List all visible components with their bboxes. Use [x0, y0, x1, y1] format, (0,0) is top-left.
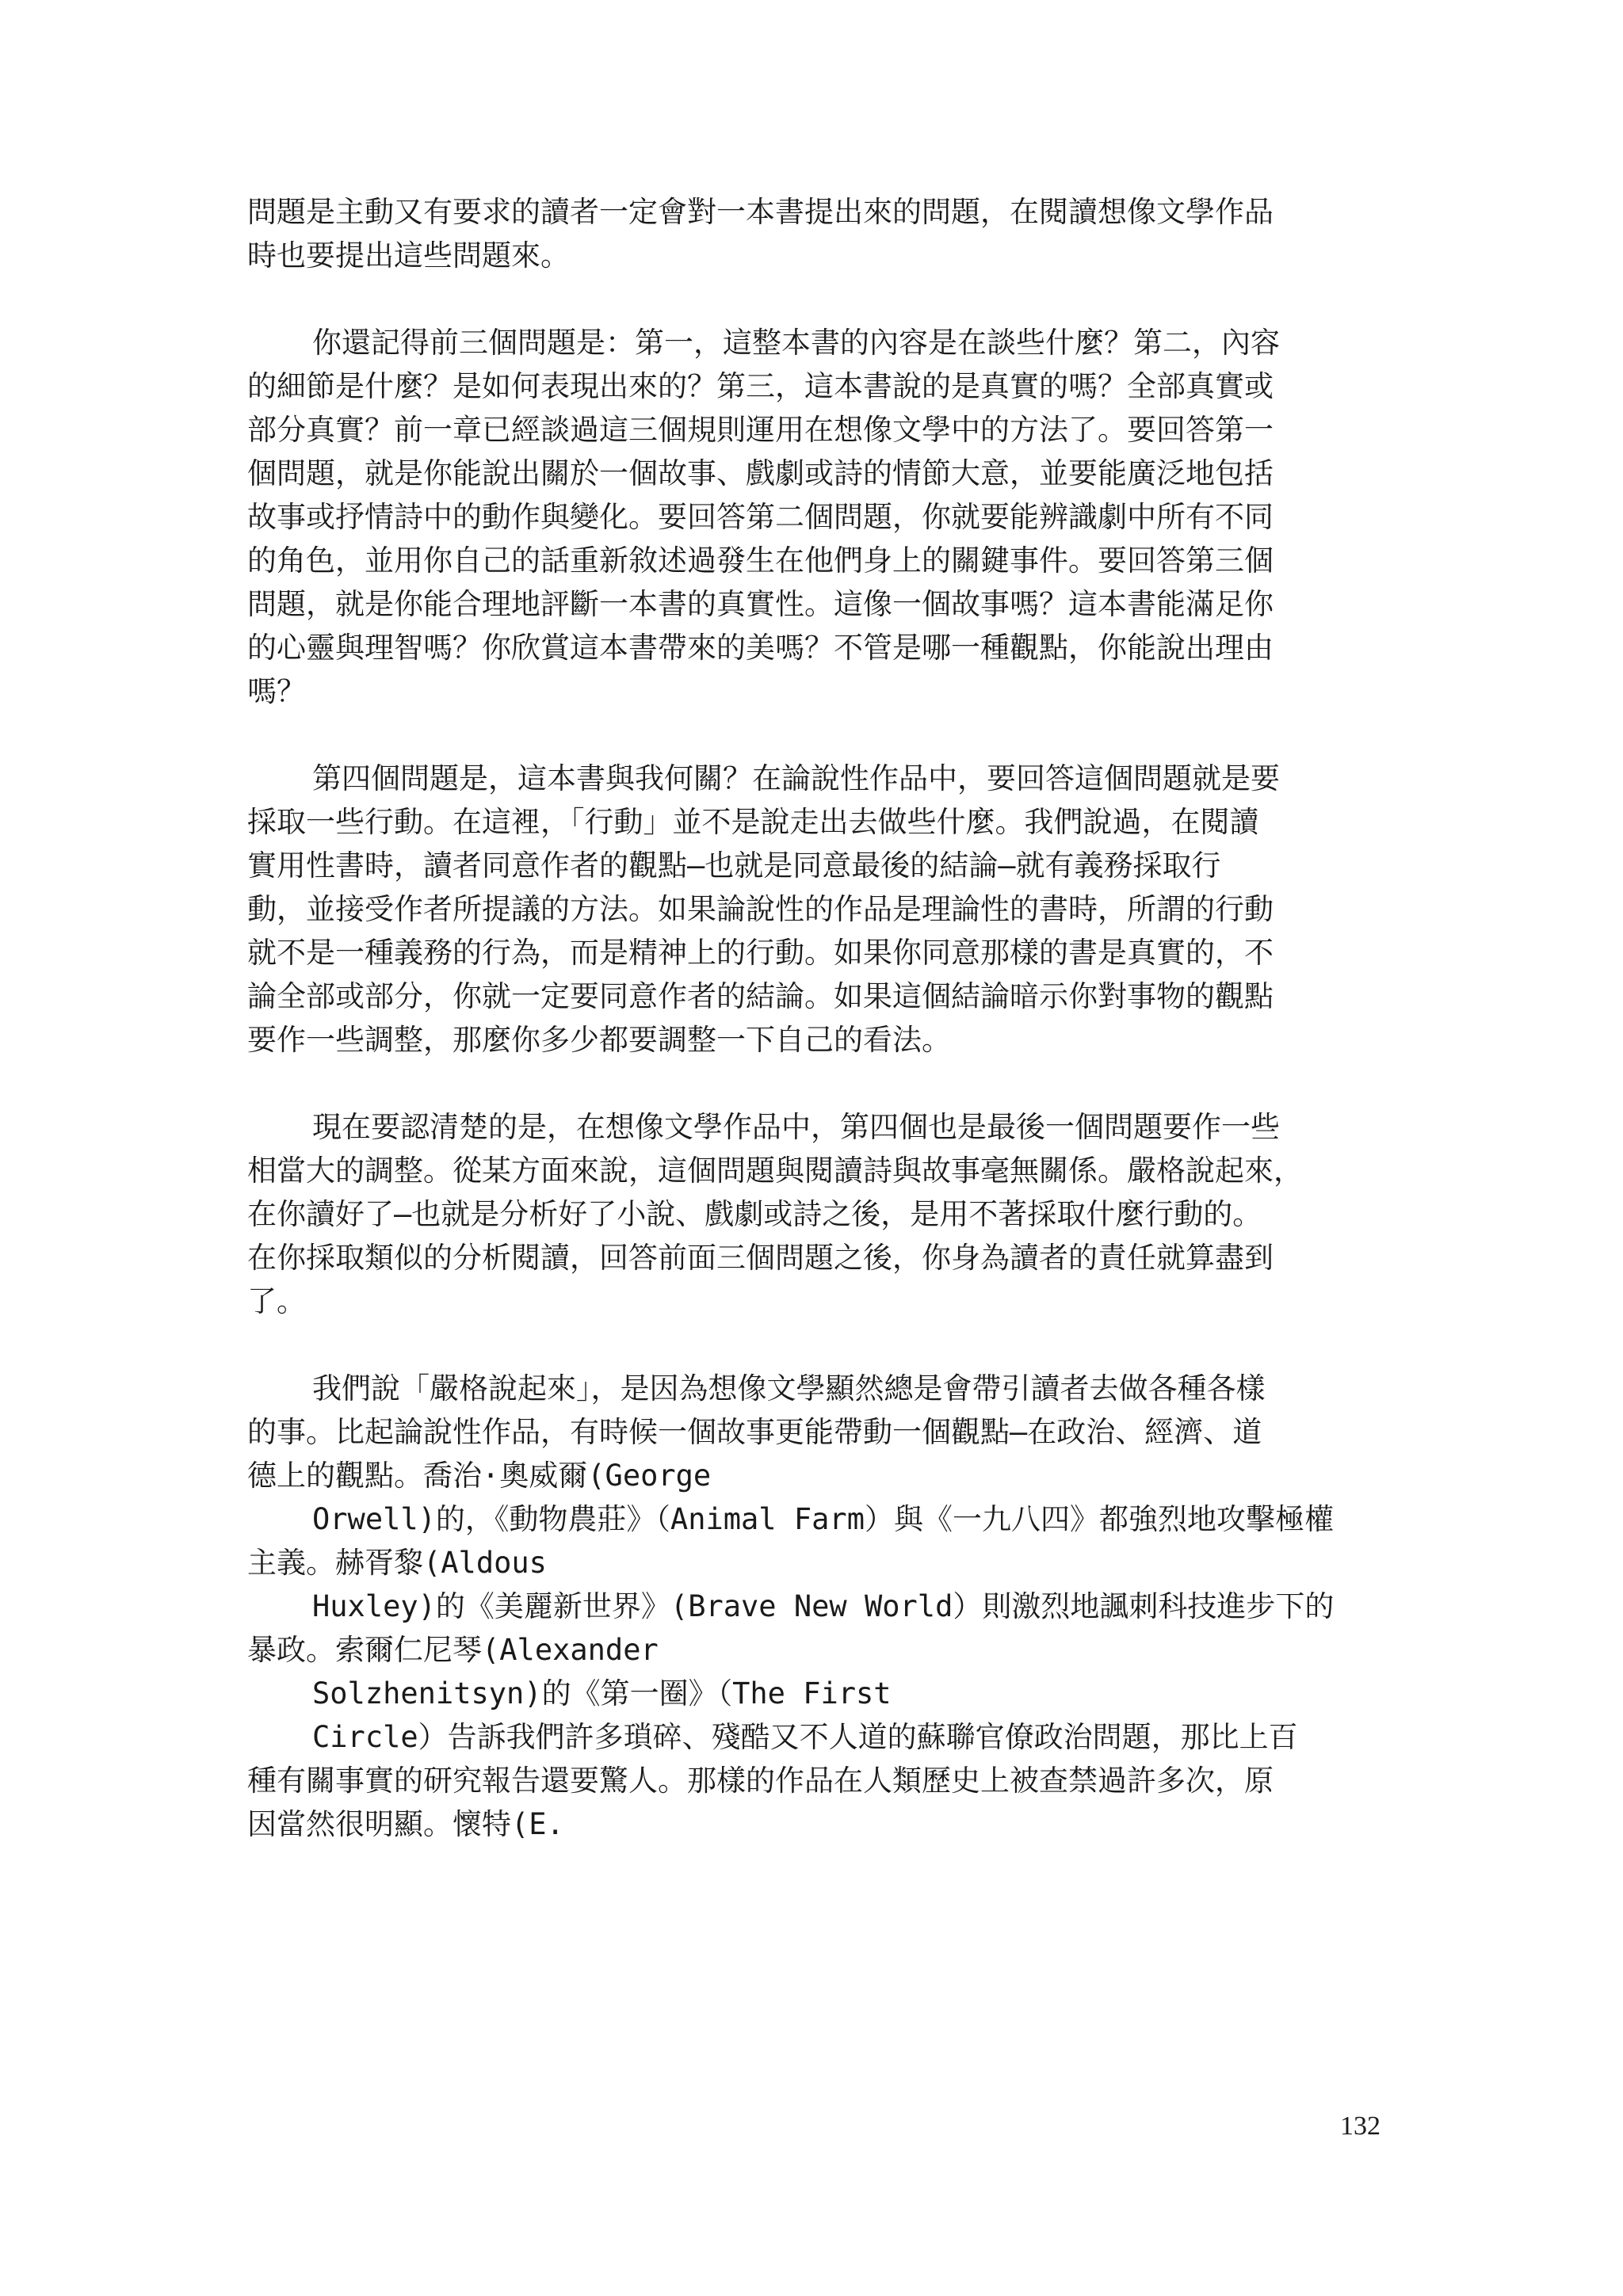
text-line: Solzhenitsyn)的《第一圈》（The First: [312, 1676, 892, 1711]
paragraph-9: [247, 1715, 1381, 1846]
text-line: 在你採取類似的分析閱讀，回答前面三個問題之後，你身為讀者的責任就算盡到: [247, 1241, 1274, 1275]
text-line: 你還記得前三個問題是：第一，這整本書的內容是在談些什麼？第二，內容: [312, 326, 1280, 360]
text-line: 論全部或部分，你就一定要同意作者的結論。如果這個結論暗示你對事物的觀點: [247, 979, 1274, 1013]
page-number: 132: [1340, 2111, 1381, 2141]
paragraph-2: [247, 321, 1381, 713]
text-line: 實用性書時，讀者同意作者的觀點—也就是同意最後的結論—就有義務採取行: [247, 849, 1221, 883]
text-line: 的事。比起論說性作品，有時候一個故事更能帶動一個觀點—在政治、經濟、道: [247, 1415, 1262, 1449]
text-line: 因當然很明顯。懷特(E.: [247, 1807, 564, 1841]
text-line: 我們說「嚴格說起來」，是因為想像文學顯然總是會帶引讀者去做各種各樣: [312, 1371, 1266, 1405]
text-line: 種有關事實的研究報告還要驚人。那樣的作品在人類歷史上被查禁過許多次，原: [247, 1764, 1274, 1798]
paragraph-4: [247, 1105, 1381, 1323]
text-line: 在你讀好了—也就是分析好了小說、戲劇或詩之後，是用不著採取什麼行動的。: [247, 1197, 1262, 1231]
paragraph-7: [247, 1585, 1381, 1672]
text-line: 部分真實？前一章已經談過這三個規則運用在想像文學中的方法了。要回答第一: [247, 413, 1274, 447]
text-line: 故事或抒情詩中的動作與變化。要回答第二個問題，你就要能辨識劇中所有不同: [247, 500, 1274, 534]
text-line: 的心靈與理智嗎？你欣賞這本書帶來的美嗎？不管是哪一種觀點，你能說出理由: [247, 631, 1274, 665]
text-line: 的角色，並用你自己的話重新敘述過發生在他們身上的關鍵事件。要回答第三個: [247, 543, 1274, 578]
paragraph-1: [247, 190, 1381, 277]
text-line: Orwell)的，《動物農莊》（Animal Farm）與《一九八四》都強烈地攻擊極權: [312, 1502, 1334, 1536]
text-line: 問題，就是你能合理地評斷一本書的真實性。這像一個故事嗎？這本書能滿足你: [247, 587, 1274, 621]
paragraph-5: [247, 1367, 1381, 1497]
body-text: [247, 190, 1381, 1846]
text-line: 採取一些行動。在這裡，「行動」並不是說走出去做些什麼。我們說過，在閱讀: [247, 805, 1259, 839]
text-line: 嗎？: [247, 674, 306, 708]
text-line: 要作一些調整，那麼你多少都要調整一下自己的看法。: [247, 1023, 951, 1057]
text-line: 就不是一種義務的行為，而是精神上的行動。如果你同意那樣的書是真實的，不: [247, 936, 1274, 970]
text-line: 問題是主動又有要求的讀者一定會對一本書提出來的問題，在閱讀想像文學作品: [247, 195, 1274, 229]
paragraph-8: [247, 1672, 1381, 1715]
paragraph-3: [247, 757, 1381, 1062]
text-line: 主義。赫胥黎(Aldous: [247, 1546, 547, 1580]
text-line: Huxley)的《美麗新世界》(Brave New World）則激烈地諷刺科技進步下的: [312, 1589, 1335, 1623]
text-line: 個問題，就是你能說出關於一個故事、戲劇或詩的情節大意，並要能廣泛地包括: [247, 456, 1274, 490]
paragraph-6: [247, 1497, 1381, 1585]
text-line: 德上的觀點。喬治·奧威爾(George: [247, 1459, 712, 1493]
text-line: 了。: [247, 1284, 306, 1318]
text-line: 暴政。索爾仁尼琴(Alexander: [247, 1633, 659, 1667]
text-line: 第四個問題是，這本書與我何關？在論說性作品中，要回答這個問題就是要: [312, 761, 1280, 795]
text-line: 現在要認清楚的是，在想像文學作品中，第四個也是最後一個問題要作一些: [312, 1110, 1280, 1144]
text-line: 相當大的調整。從某方面來說，這個問題與閱讀詩與故事毫無關係。嚴格說起來，: [247, 1154, 1303, 1188]
text-line: 時也要提出這些問題來。: [247, 238, 570, 273]
text-line: Circle）告訴我們許多瑣碎、殘酷又不人道的蘇聯官僚政治問題，那比上百: [312, 1720, 1298, 1754]
text-line: 的細節是什麼？是如何表現出來的？第三，這本書說的是真實的嗎？全部真實或: [247, 369, 1274, 403]
text-line: 動，並接受作者所提議的方法。如果論說性的作品是理論性的書時，所謂的行動: [247, 892, 1274, 926]
